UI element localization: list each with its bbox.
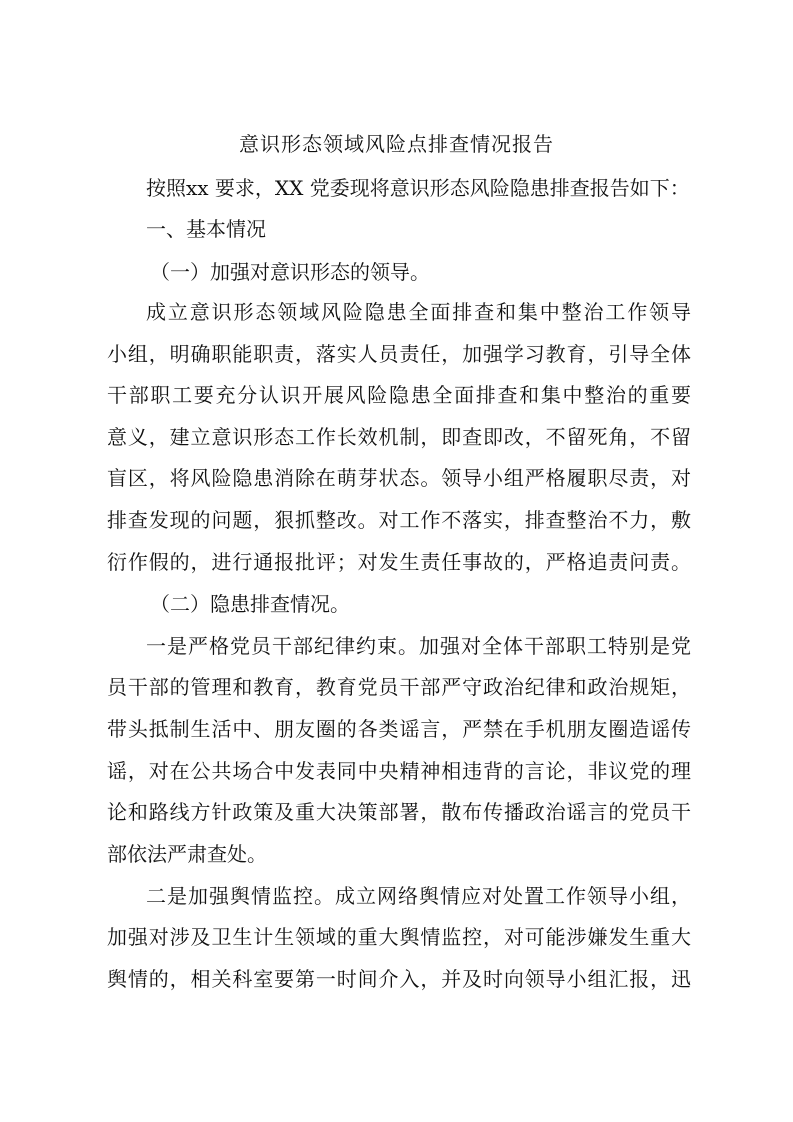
paragraph-line: 小组，明确职能职责，落实人员责任，加强学习教育，引导全体: [107, 342, 691, 366]
paragraph-line: 舆情的，相关科室要第一时间介入，并及时向领导小组汇报，迅: [107, 967, 691, 991]
paragraph-line: 员干部的管理和教育，教育党员干部严守政治纪律和政治规矩，: [107, 675, 691, 699]
paragraph-line: 部依法严肃查处。: [107, 842, 267, 866]
section-heading-basic-situation: 一、基本情况: [146, 217, 266, 241]
paragraph-line: 论和路线方针政策及重大决策部署，散布传播政治谣言的党员干: [107, 800, 691, 824]
paragraph-line: 盲区，将风险隐患消除在萌芽状态。领导小组严格履职尽责，对: [107, 466, 691, 490]
paragraph-line: 二是加强舆情监控。成立网络舆情应对处置工作领导小组，: [146, 884, 691, 908]
paragraph-line: 意义，建立意识形态工作长效机制，即查即改，不留死角，不留: [107, 425, 691, 449]
paragraph-line: 衍作假的，进行通报批评；对发生责任事故的，严格追责问责。: [107, 550, 691, 574]
intro-paragraph: 按照xx 要求，XX 党委现将意识形态风险隐患排查报告如下：: [146, 176, 690, 200]
subsection-heading-leadership: （一）加强对意识形态的领导。: [150, 260, 430, 284]
paragraph-line: 谣，对在公共场合中发表同中央精神相违背的言论，非议党的理: [107, 759, 691, 783]
paragraph-line: 一是严格党员干部纪律约束。加强对全体干部职工特别是党: [146, 634, 691, 658]
subsection-heading-hazard-inspection: （二）隐患排查情况。: [150, 592, 350, 616]
paragraph-line: 成立意识形态领域风险隐患全面排查和集中整治工作领导: [146, 300, 691, 324]
paragraph-line: 加强对涉及卫生计生领域的重大舆情监控，对可能涉嫌发生重大: [107, 925, 691, 949]
paragraph-line: 干部职工要充分认识开展风险隐患全面排查和集中整治的重要: [107, 383, 691, 407]
paragraph-line: 带头抵制生活中、朋友圈的各类谣言，严禁在手机朋友圈造谣传: [107, 717, 691, 741]
paragraph-line: 排查发现的问题，狠抓整改。对工作不落实，排查整治不力，敷: [107, 508, 691, 532]
document-title: 意识形态领域风险点排查情况报告: [239, 132, 554, 156]
